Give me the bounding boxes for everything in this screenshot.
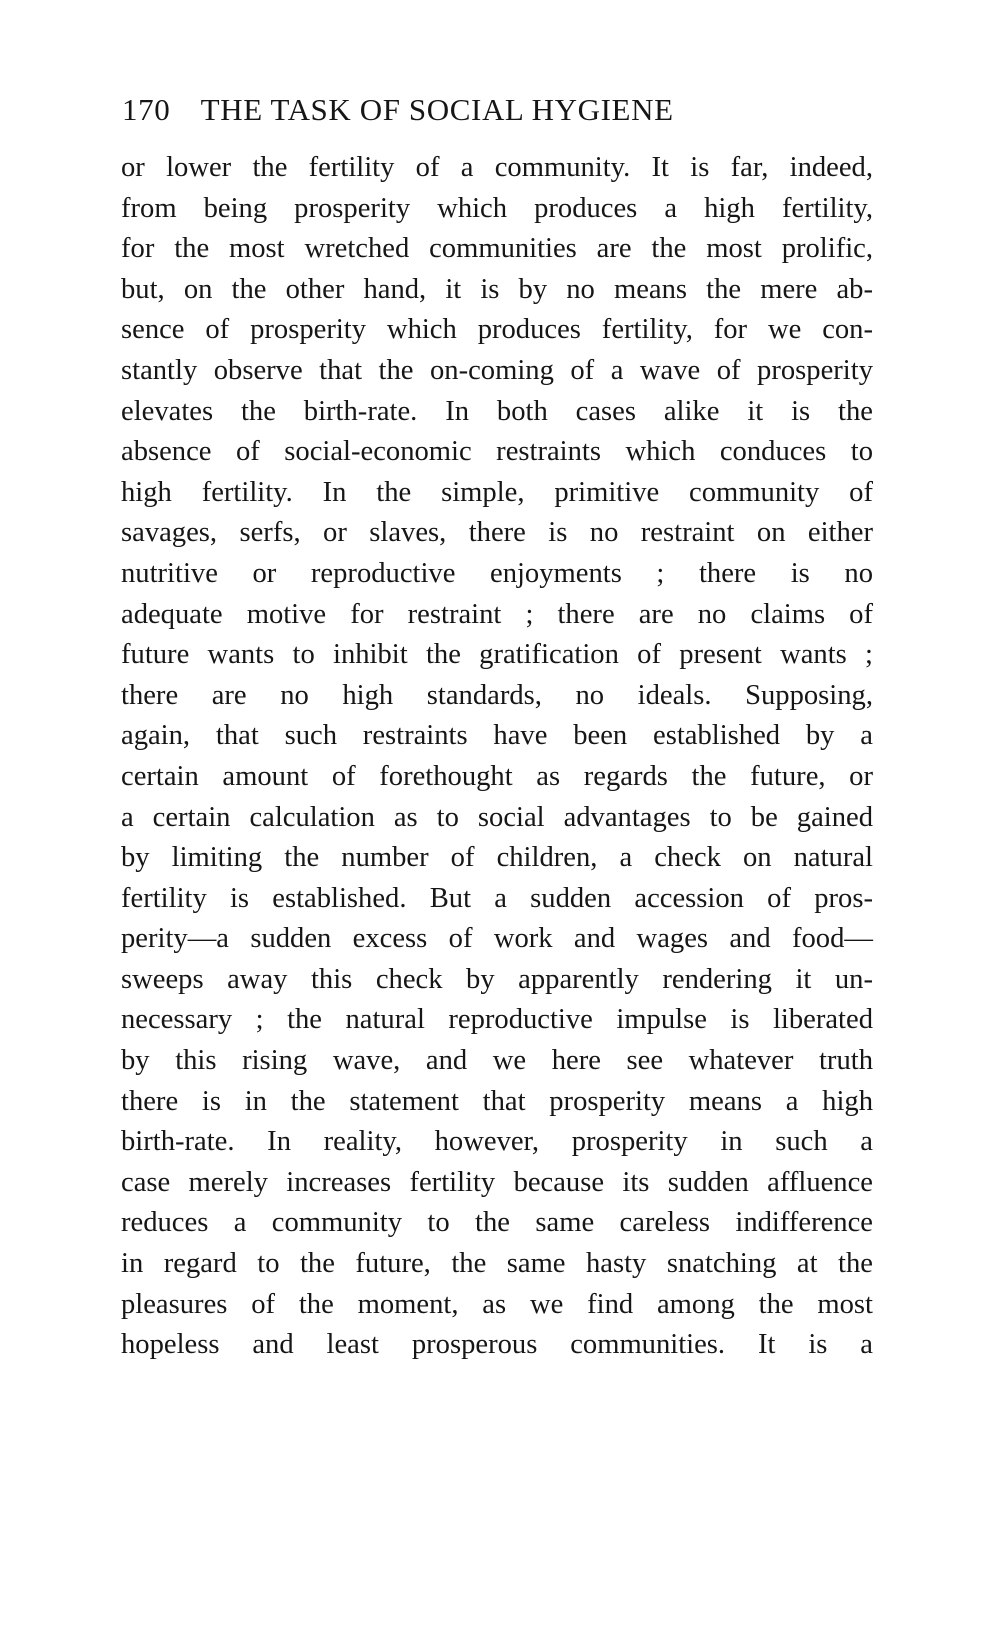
- text-line: adequate motive for restraint ; there are no claims of: [121, 598, 873, 630]
- text-line: reduces a community to the same careless indifference: [121, 1207, 873, 1239]
- text-line: from being prosperity which produces a high fertility,: [121, 192, 873, 224]
- text-line: elevates the birth-rate. In both cases alike it is the: [121, 395, 873, 427]
- text-line: sweeps away this check by apparently rendering it un-: [121, 963, 873, 995]
- running-title: THE TASK OF SOCIAL HYGIENE: [200, 92, 674, 127]
- text-line: pleasures of the moment, as we find among the most: [121, 1288, 873, 1320]
- text-line: stantly observe that the on-coming of a wave of prosperity: [121, 354, 873, 386]
- text-line: by limiting the number of children, a check on natural: [121, 842, 873, 874]
- text-line: savages, serfs, or slaves, there is no restraint on either: [121, 517, 873, 549]
- text-line: necessary ; the natural reproductive impulse is liberated: [121, 1004, 873, 1036]
- text-line: by this rising wave, and we here see whatever truth: [121, 1045, 873, 1077]
- text-line: sence of prosperity which produces fertility, for we con-: [121, 314, 873, 346]
- text-line: but, on the other hand, it is by no means the mere ab-: [121, 273, 873, 305]
- text-line: or lower the fertility of a community. It is far, indeed,: [121, 152, 873, 183]
- body-paragraph: [121, 148, 873, 1366]
- text-line: in regard to the future, the same hasty snatching at the: [121, 1248, 873, 1280]
- text-line: there is in the statement that prosperity means a high: [121, 1085, 873, 1117]
- text-line: high fertility. In the simple, primitive community of: [121, 476, 873, 508]
- text-line: absence of social-economic restraints which conduces to: [121, 436, 873, 468]
- page-number: 170: [122, 92, 171, 127]
- text-line: again, that such restraints have been established by a: [121, 720, 873, 752]
- text-line: birth-rate. In reality, however, prosperity in such a: [121, 1126, 873, 1158]
- running-header: [122, 88, 882, 132]
- text-line: case merely increases fertility because its sudden affluence: [121, 1166, 873, 1198]
- text-line: hopeless and least prosperous communities. It is a: [121, 1329, 873, 1361]
- text-line: a certain calculation as to social advantages to be gained: [121, 801, 873, 833]
- text-line: future wants to inhibit the gratification of present wants ;: [121, 639, 873, 671]
- text-line: fertility is established. But a sudden accession of pros-: [121, 882, 873, 914]
- text-line: for the most wretched communities are the most prolific,: [121, 233, 873, 265]
- text-line: perity—a sudden excess of work and wages and food—: [121, 923, 873, 955]
- text-line: nutritive or reproductive enjoyments ; there is no: [121, 557, 873, 589]
- text-line: there are no high standards, no ideals. Supposing,: [121, 679, 873, 711]
- text-line: certain amount of forethought as regards the future, or: [121, 760, 873, 792]
